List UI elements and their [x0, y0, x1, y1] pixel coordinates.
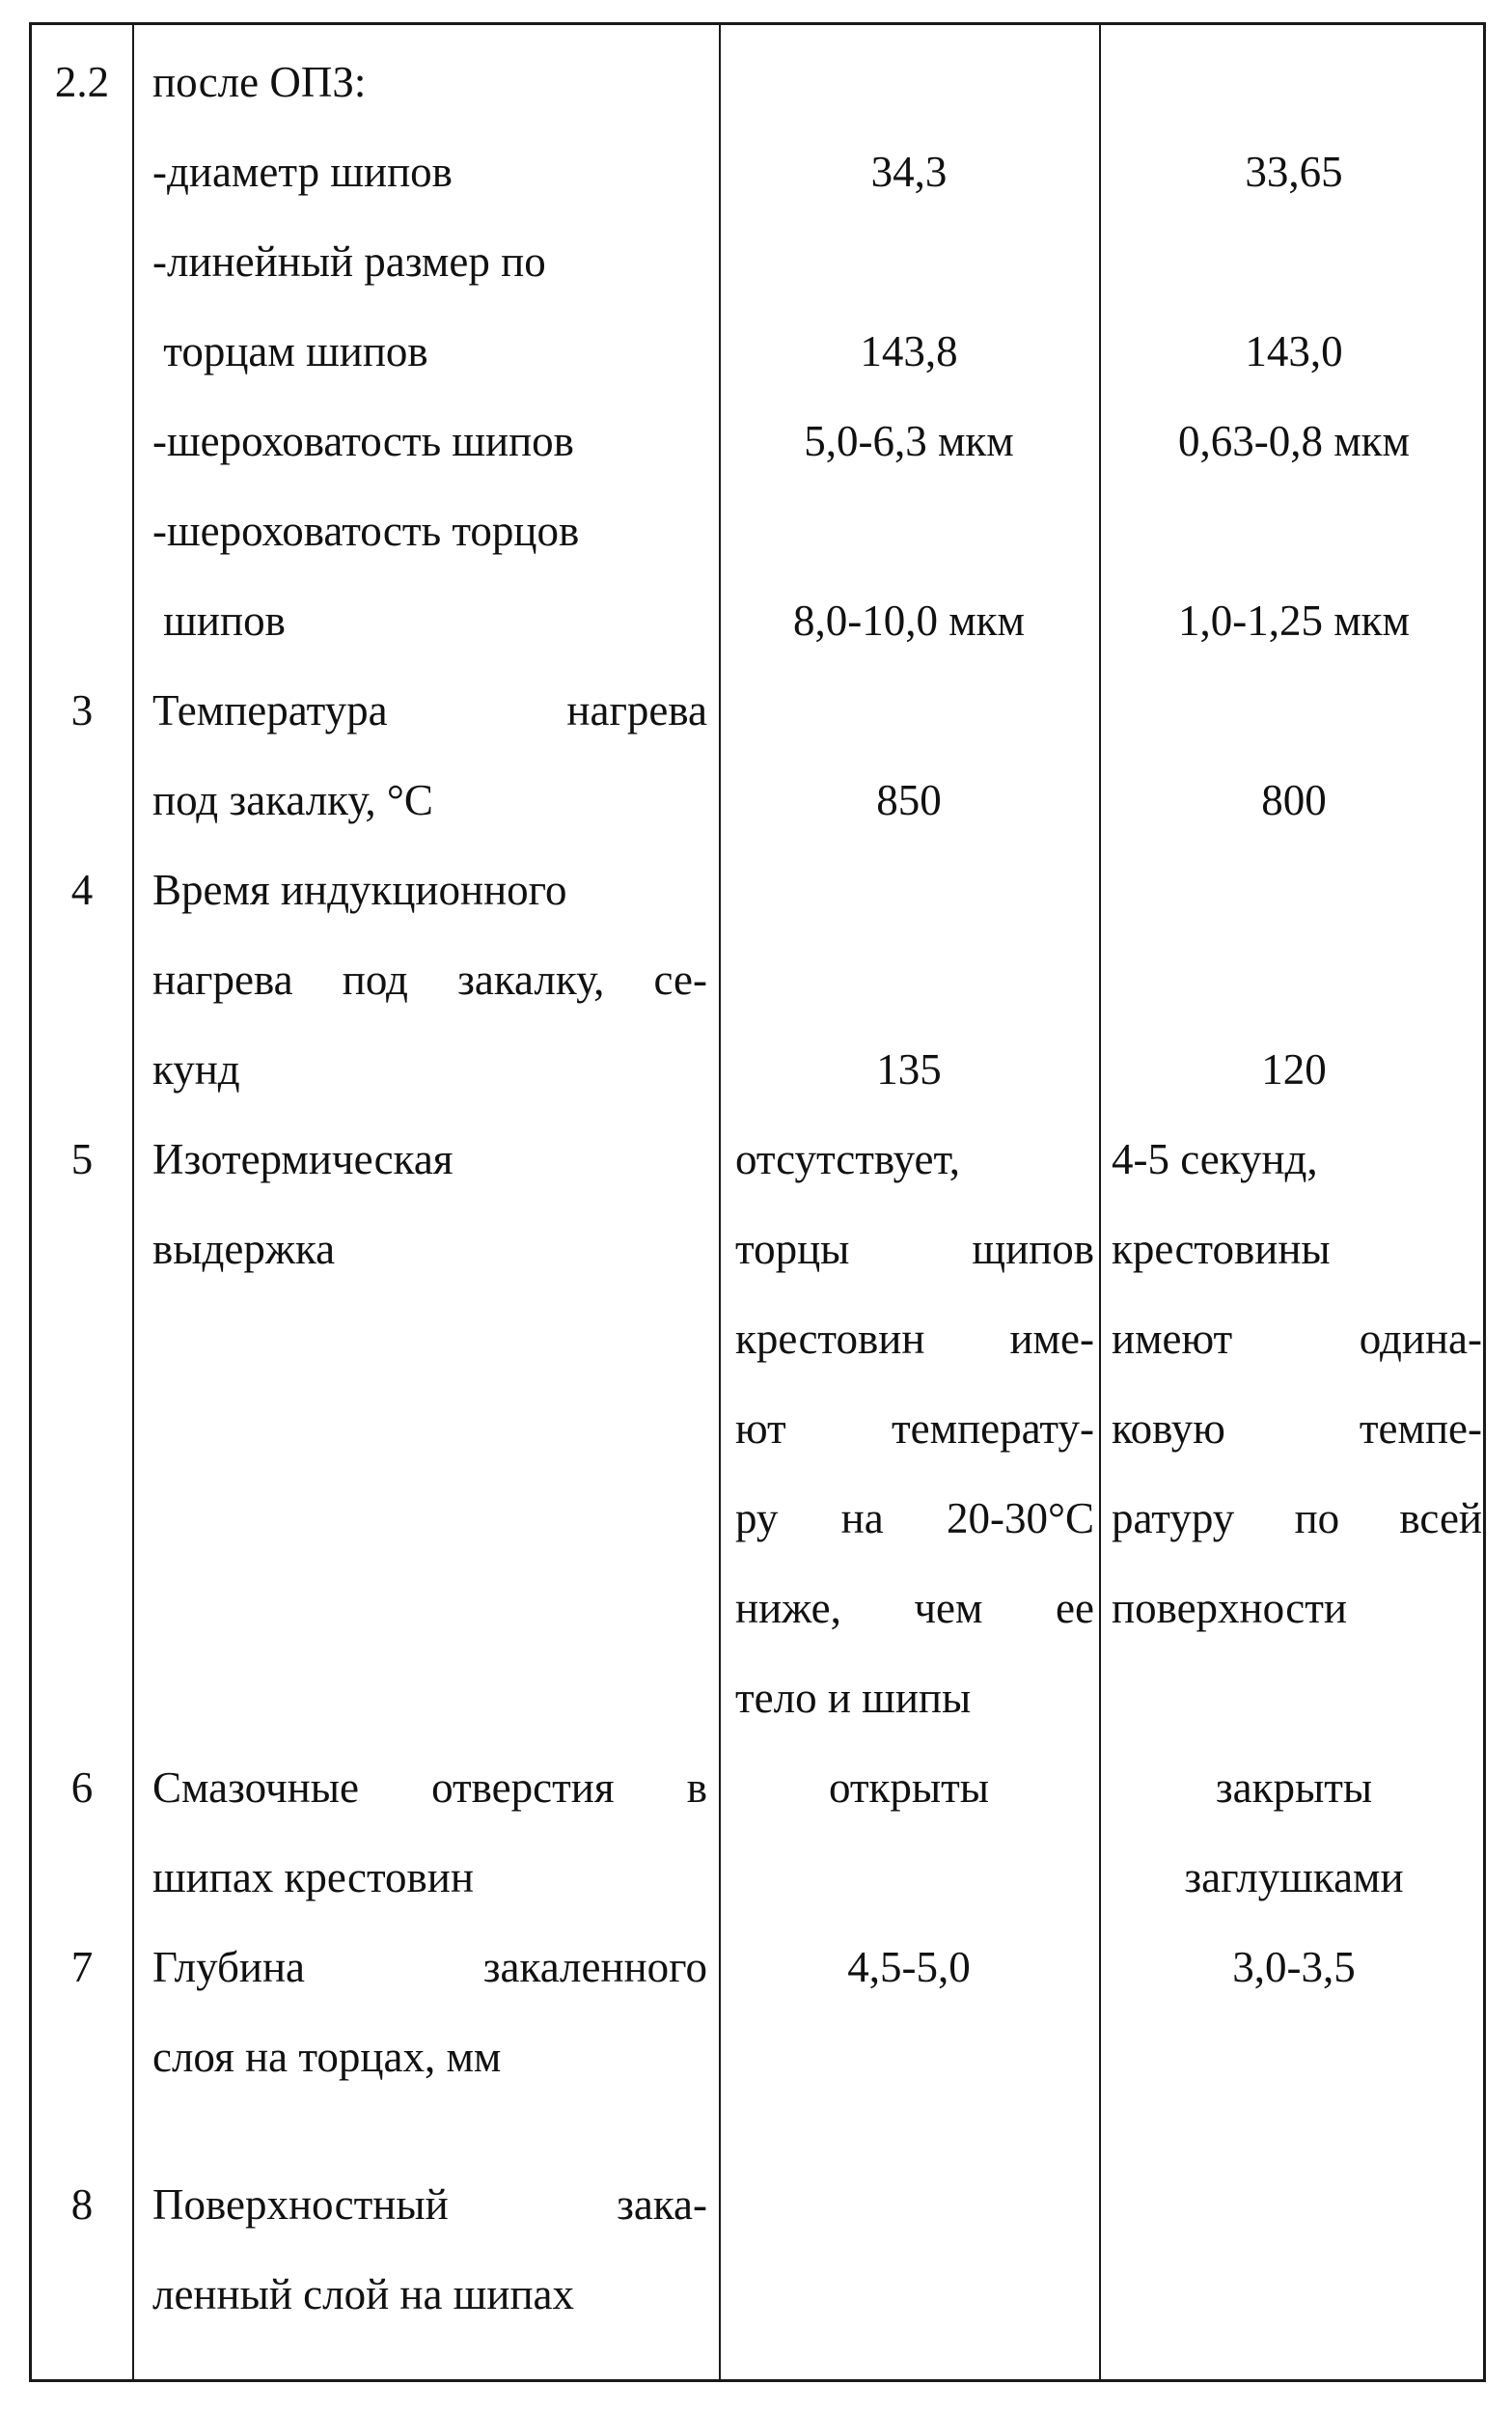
parameter-line: -шероховатость торцов: [152, 486, 707, 576]
value-1-line: 8,0-10,0 мкм: [719, 576, 1099, 666]
value-2-line: ковую темпе-: [1112, 1384, 1482, 1474]
parameter-line: выдержка: [152, 1205, 707, 1294]
row-number: 8: [32, 2160, 132, 2250]
parameter-line: под закалку, °С: [152, 756, 707, 846]
parameter-line: торцам шипов: [152, 307, 707, 397]
row-number: 4: [32, 846, 132, 935]
value-2-line: 33,65: [1099, 127, 1489, 217]
value-2-line: поверхности: [1112, 1564, 1482, 1653]
row-number: 3: [32, 666, 132, 756]
value-1-line: ниже, чем ее: [735, 1564, 1094, 1653]
value-1-line: ру на 20-30°С: [735, 1474, 1094, 1564]
parameter-line: -диаметр шипов: [152, 127, 707, 217]
parameter-line: шипах крестовин: [152, 1833, 707, 1923]
value-1-line: отсутствует,: [735, 1115, 1094, 1205]
value-1-line: 5,0-6,3 мкм: [719, 397, 1099, 486]
value-2-line: 143,0: [1099, 307, 1489, 397]
parameter-line: шипов: [152, 576, 707, 666]
data-table: [29, 22, 1486, 2382]
value-2-line: 0,63-0,8 мкм: [1099, 397, 1489, 486]
parameter-line: после ОПЗ:: [152, 38, 707, 127]
row-number: 7: [32, 1923, 132, 2012]
parameter-line: слоя на торцах, мм: [152, 2012, 707, 2102]
value-2-line: 3,0-3,5: [1099, 1923, 1489, 2012]
value-1-line: 135: [719, 1025, 1099, 1115]
parameter-line: ленный слой на шипах: [152, 2250, 707, 2340]
parameter-line: Время индукционного: [152, 846, 707, 935]
value-2-line: 4-5 секунд,: [1112, 1115, 1482, 1205]
row-number: 5: [32, 1115, 132, 1205]
value-1-line: тело и шипы: [735, 1653, 1094, 1743]
value-1-line: торцы щипов: [735, 1205, 1094, 1294]
value-2-line: крестовины: [1112, 1205, 1482, 1294]
value-1-line: 34,3: [719, 127, 1099, 217]
parameter-line: Глубина закаленного: [152, 1923, 707, 2012]
value-2-line: имеют одина-: [1112, 1294, 1482, 1384]
column-divider-number: [132, 25, 134, 2379]
value-1-line: крестовин име-: [735, 1294, 1094, 1384]
value-1-line: ют температу-: [735, 1384, 1094, 1474]
parameter-line: -линейный размер по: [152, 217, 707, 307]
row-number: 6: [32, 1743, 132, 1833]
parameter-line: Изотермическая: [152, 1115, 707, 1205]
value-2-line: заглушками: [1099, 1833, 1489, 1923]
parameter-line: Поверхностный зака-: [152, 2160, 707, 2250]
value-1-line: 4,5-5,0: [719, 1923, 1099, 2012]
parameter-line: нагрева под закалку, се-: [152, 935, 707, 1025]
value-2-line: 1,0-1,25 мкм: [1099, 576, 1489, 666]
row-number: 2.2: [32, 38, 132, 127]
parameter-line: Температура нагрева: [152, 666, 707, 756]
value-1-line: открыты: [719, 1743, 1099, 1833]
value-2-line: ратуру по всей: [1112, 1474, 1482, 1564]
value-2-line: закрыты: [1099, 1743, 1489, 1833]
value-2-line: 120: [1099, 1025, 1489, 1115]
parameter-line: -шероховатость шипов: [152, 397, 707, 486]
parameter-line: Смазочные отверстия в: [152, 1743, 707, 1833]
parameter-line: кунд: [152, 1025, 707, 1115]
value-1-line: 850: [719, 756, 1099, 846]
value-1-line: 143,8: [719, 307, 1099, 397]
value-2-line: 800: [1099, 756, 1489, 846]
